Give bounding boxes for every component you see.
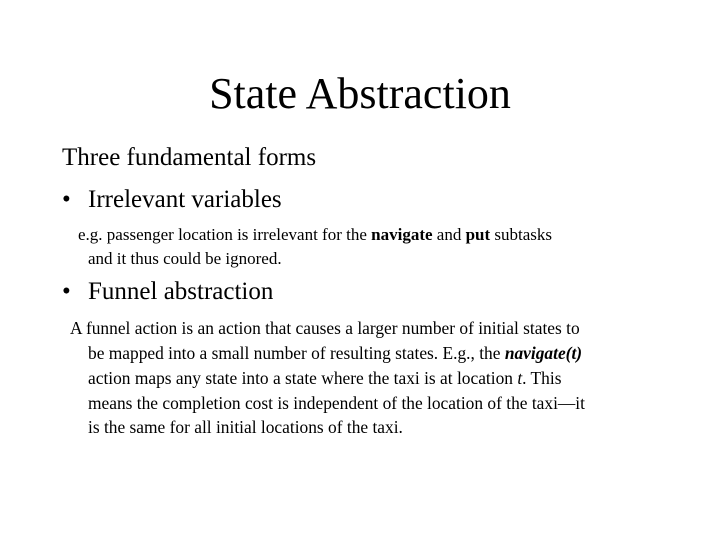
bullet-dot-icon: •: [62, 186, 71, 213]
bullet-label: Funnel abstraction: [88, 278, 274, 305]
slide-title: State Abstraction: [209, 69, 511, 118]
example-line-2: and it thus could be ignored.: [88, 249, 282, 268]
example-keyword-put: put: [465, 225, 491, 244]
intro-text: Three fundamental forms: [62, 144, 317, 171]
funnel-text: be mapped into a small number of resulting states. E.g., the: [88, 343, 505, 363]
funnel-text: . This: [522, 368, 562, 388]
funnel-line-1: A funnel action is an action that causes a larger number of initial states to: [70, 318, 580, 338]
example-keyword-navigate: navigate: [371, 225, 433, 244]
bullet-funnel-abstraction: [62, 276, 462, 308]
funnel-text: action maps any state into a state where the taxi is at location: [88, 368, 518, 388]
bullet-irrelevant-variables: [62, 184, 462, 216]
example-text: e.g. passenger location is irrelevant for the: [78, 225, 372, 244]
funnel-keyword-t: t: [517, 368, 523, 388]
example-text: subtasks: [490, 225, 553, 244]
example-line-1: [78, 223, 552, 247]
example-text: and: [432, 225, 466, 244]
bullet-dot-icon: •: [62, 278, 71, 305]
funnel-keyword-navigate-t: navigate(t): [504, 343, 583, 363]
funnel-line-4: means the completion cost is independent of the location of the taxi—it: [88, 393, 585, 413]
funnel-line-3: [88, 366, 561, 391]
bullet-label: Irrelevant variables: [88, 186, 282, 213]
funnel-line-5: is the same for all initial locations of the taxi.: [88, 417, 403, 437]
funnel-line-2: [88, 341, 582, 366]
